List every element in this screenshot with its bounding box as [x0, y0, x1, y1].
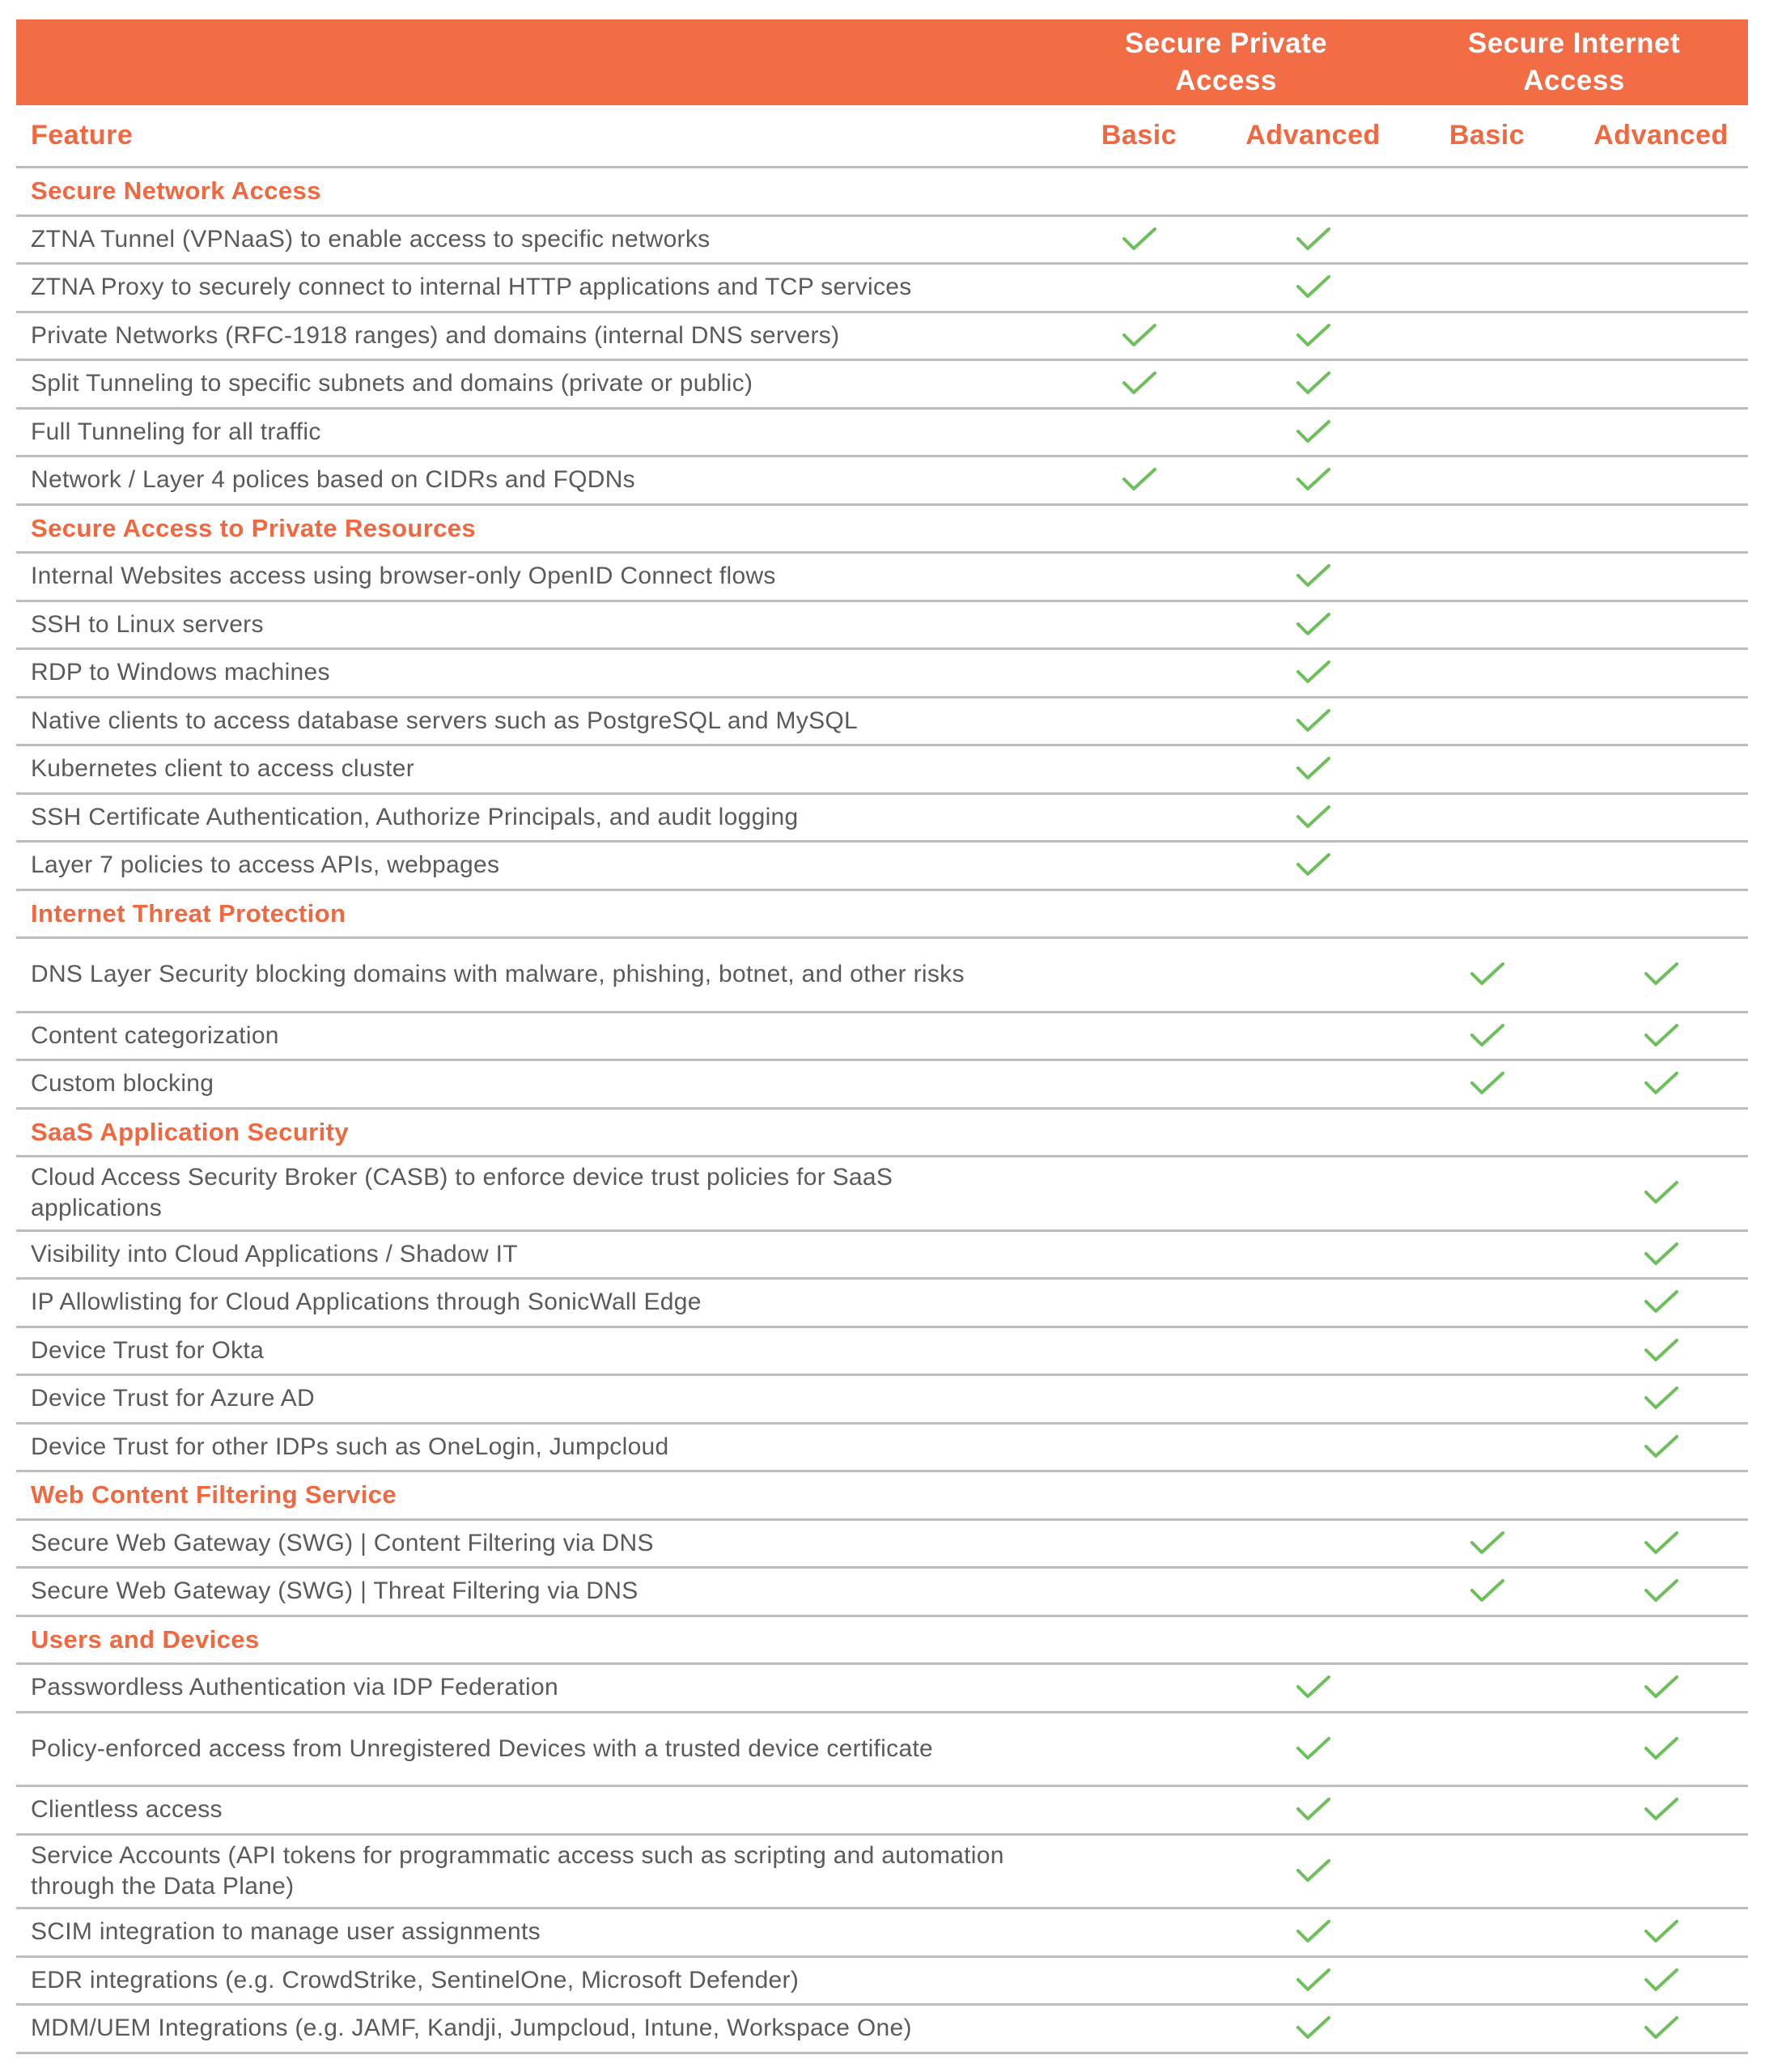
cell-spa-advanced — [1226, 1280, 1400, 1326]
feature-row — [16, 1836, 1748, 1910]
cell-sia-advanced — [1574, 2006, 1748, 2052]
section-title: Web Content Filtering Service — [31, 1480, 397, 1509]
checkmark-icon — [1470, 962, 1505, 987]
cell-spa-basic — [1052, 843, 1226, 889]
feature-row — [16, 843, 1748, 891]
cell-spa-advanced — [1226, 1958, 1400, 2004]
cell-spa-advanced — [1226, 1569, 1400, 1615]
cell-sia-advanced — [1574, 795, 1748, 841]
cell-spa-advanced — [1226, 313, 1400, 359]
checkmark-icon — [1644, 1434, 1679, 1460]
feature-row — [16, 1376, 1748, 1424]
feature-label: RDP to Windows machines — [31, 659, 330, 686]
cell-spa-advanced — [1226, 1713, 1400, 1785]
feature-label: Network / Layer 4 polices based on CIDRs and FQDNs — [31, 466, 635, 494]
checkmark-icon — [1296, 708, 1331, 734]
cell-spa-advanced — [1226, 1328, 1400, 1374]
checkmark-icon — [1644, 1289, 1679, 1315]
checkmark-icon — [1644, 1242, 1679, 1267]
cell-sia-basic — [1400, 1232, 1574, 1278]
checkmark-icon — [1644, 1736, 1679, 1762]
checkmark-icon — [1296, 756, 1331, 782]
checkmark-icon — [1644, 1578, 1679, 1604]
checkmark-icon — [1296, 419, 1331, 445]
cell-sia-basic — [1400, 1836, 1574, 1908]
feature-label: DNS Layer Security blocking domains with malware, phishing, botnet, and other risks — [31, 961, 965, 988]
cell-sia-advanced — [1574, 698, 1748, 745]
cell-spa-basic — [1052, 650, 1226, 696]
cell-sia-advanced — [1574, 217, 1748, 263]
cell-spa-basic — [1052, 1787, 1226, 1833]
cell-sia-basic — [1400, 1013, 1574, 1059]
checkmark-icon — [1296, 1797, 1331, 1823]
cell-spa-basic — [1052, 1157, 1226, 1229]
feature-label: Cloud Access Security Broker (CASB) to enforce device trust policies for SaaS applications — [31, 1164, 893, 1222]
tier-sia-advanced-header: Advanced — [1593, 120, 1729, 151]
feature-comparison-table — [16, 19, 1748, 2054]
cell-sia-advanced — [1574, 554, 1748, 600]
feature-label: IP Allowlisting for Cloud Applications through SonicWall Edge — [31, 1289, 702, 1316]
feature-row — [16, 1424, 1748, 1473]
tier-spa-advanced-header: Advanced — [1245, 120, 1381, 151]
cell-spa-advanced — [1226, 1521, 1400, 1567]
cell-spa-basic — [1052, 1569, 1226, 1615]
feature-row — [16, 1328, 1748, 1377]
feature-label: Device Trust for other IDPs such as OneLogin, Jumpcloud — [31, 1433, 669, 1460]
feature-row — [16, 698, 1748, 747]
cell-sia-advanced — [1574, 1328, 1748, 1374]
cell-sia-advanced — [1574, 1713, 1748, 1785]
checkmark-icon — [1644, 962, 1679, 987]
cell-spa-advanced — [1226, 1157, 1400, 1229]
cell-spa-advanced — [1226, 1232, 1400, 1278]
feature-label: Native clients to access database servers such as PostgreSQL and MySQL — [31, 707, 859, 734]
checkmark-icon — [1644, 1023, 1679, 1049]
cell-sia-basic — [1400, 1061, 1574, 1107]
feature-row — [16, 265, 1748, 313]
cell-spa-advanced — [1226, 2006, 1400, 2052]
checkmark-icon — [1470, 1531, 1505, 1556]
cell-spa-basic — [1052, 1232, 1226, 1278]
checkmark-icon — [1470, 1023, 1505, 1049]
cell-sia-basic — [1400, 1328, 1574, 1374]
feature-row — [16, 1713, 1748, 1788]
column-header-row — [16, 105, 1748, 168]
cell-sia-advanced — [1574, 843, 1748, 889]
feature-row — [16, 1232, 1748, 1280]
checkmark-icon — [1296, 1858, 1331, 1884]
cell-spa-basic — [1052, 1376, 1226, 1422]
cell-spa-basic — [1052, 457, 1226, 503]
cell-spa-advanced — [1226, 602, 1400, 648]
cell-spa-advanced — [1226, 457, 1400, 503]
tier-spa-basic-header: Basic — [1101, 120, 1177, 151]
feature-label: EDR integrations (e.g. CrowdStrike, SentinelOne, Microsoft Defender) — [31, 1966, 800, 1993]
checkmark-icon — [1296, 1919, 1331, 1945]
cell-sia-basic — [1400, 746, 1574, 792]
cell-spa-advanced — [1226, 1787, 1400, 1833]
checkmark-icon — [1644, 1071, 1679, 1097]
checkmark-icon — [1296, 1968, 1331, 1993]
cell-spa-advanced — [1226, 1376, 1400, 1422]
feature-label: Device Trust for Okta — [31, 1336, 265, 1364]
feature-label: Content categorization — [31, 1021, 279, 1049]
cell-sia-advanced — [1574, 1521, 1748, 1567]
cell-spa-basic — [1052, 746, 1226, 792]
checkmark-icon — [1644, 1797, 1679, 1823]
feature-row — [16, 1665, 1748, 1713]
section-title: Users and Devices — [31, 1624, 260, 1654]
feature-label: SCIM integration to manage user assignments — [31, 1918, 541, 1946]
cell-sia-basic — [1400, 795, 1574, 841]
feature-row — [16, 2006, 1748, 2054]
cell-spa-advanced — [1226, 554, 1400, 600]
cell-spa-basic — [1052, 554, 1226, 600]
cell-spa-basic — [1052, 1280, 1226, 1326]
feature-label: Full Tunneling for all traffic — [31, 418, 321, 445]
checkmark-icon — [1470, 1071, 1505, 1097]
feature-row — [16, 410, 1748, 458]
feature-row — [16, 1061, 1748, 1110]
cell-sia-advanced — [1574, 746, 1748, 792]
cell-sia-basic — [1400, 843, 1574, 889]
section-title: Secure Access to Private Resources — [31, 513, 477, 542]
cell-spa-basic — [1052, 265, 1226, 311]
cell-spa-basic — [1052, 1909, 1226, 1955]
feature-label: Passwordless Authentication via IDP Federation — [31, 1674, 558, 1701]
cell-sia-advanced — [1574, 1280, 1748, 1326]
tier-sia-basic-header: Basic — [1449, 120, 1525, 151]
cell-sia-basic — [1400, 217, 1574, 263]
cell-sia-basic — [1400, 265, 1574, 311]
checkmark-icon — [1296, 1675, 1331, 1700]
section-header-row — [16, 1472, 1748, 1521]
cell-sia-basic — [1400, 361, 1574, 407]
cell-sia-advanced — [1574, 1787, 1748, 1833]
section-header-row — [16, 506, 1748, 554]
group-secure-private-access: Secure Private Access — [1124, 28, 1328, 96]
feature-label: Layer 7 policies to access APIs, webpages — [31, 851, 500, 879]
cell-sia-advanced — [1574, 457, 1748, 503]
cell-spa-basic — [1052, 313, 1226, 359]
header-spacer — [16, 19, 1052, 105]
cell-spa-advanced — [1226, 1061, 1400, 1107]
feature-row — [16, 1958, 1748, 2006]
cell-spa-advanced — [1226, 217, 1400, 263]
cell-spa-basic — [1052, 217, 1226, 263]
cell-sia-basic — [1400, 554, 1574, 600]
cell-sia-basic — [1400, 1665, 1574, 1711]
cell-sia-advanced — [1574, 1376, 1748, 1422]
feature-label: Kubernetes client to access cluster — [31, 755, 415, 783]
feature-row — [16, 1157, 1748, 1232]
cell-sia-basic — [1400, 1909, 1574, 1955]
cell-spa-advanced — [1226, 1013, 1400, 1059]
feature-label: ZTNA Proxy to securely connect to internal HTTP applications and TCP services — [31, 274, 912, 301]
group-secure-internet-access: Secure Internet Access — [1467, 28, 1681, 96]
feature-label: Service Accounts (API tokens for programmatic access such as scripting and automation through the Data Plane) — [31, 1841, 1004, 1900]
checkmark-icon — [1644, 1180, 1679, 1206]
feature-row — [16, 602, 1748, 651]
checkmark-icon — [1644, 2015, 1679, 2041]
cell-sia-basic — [1400, 698, 1574, 745]
feature-row — [16, 746, 1748, 795]
cell-spa-advanced — [1226, 410, 1400, 456]
feature-row — [16, 554, 1748, 602]
cell-sia-advanced — [1574, 1424, 1748, 1471]
feature-label: Custom blocking — [31, 1070, 214, 1098]
feature-label: Secure Web Gateway (SWG) | Threat Filtering via DNS — [31, 1577, 639, 1605]
cell-sia-advanced — [1574, 602, 1748, 648]
section-header-row — [16, 1617, 1748, 1666]
checkmark-icon — [1296, 805, 1331, 830]
cell-sia-basic — [1400, 313, 1574, 359]
cell-spa-advanced — [1226, 1665, 1400, 1711]
table-body — [16, 168, 1748, 2054]
cell-sia-advanced — [1574, 1061, 1748, 1107]
cell-spa-basic — [1052, 698, 1226, 745]
cell-spa-basic — [1052, 1713, 1226, 1785]
checkmark-icon — [1296, 852, 1331, 878]
cell-sia-advanced — [1574, 1958, 1748, 2004]
checkmark-icon — [1644, 1919, 1679, 1945]
checkmark-icon — [1296, 323, 1331, 349]
feature-label: ZTNA Tunnel (VPNaaS) to enable access to specific networks — [31, 225, 711, 253]
cell-sia-basic — [1400, 1424, 1574, 1471]
checkmark-icon — [1644, 1675, 1679, 1700]
cell-sia-advanced — [1574, 265, 1748, 311]
feature-label: Secure Web Gateway (SWG) | Content Filtering via DNS — [31, 1529, 654, 1556]
cell-spa-basic — [1052, 1836, 1226, 1908]
cell-sia-basic — [1400, 1280, 1574, 1326]
cell-spa-advanced — [1226, 650, 1400, 696]
cell-sia-advanced — [1574, 1665, 1748, 1711]
checkmark-icon — [1296, 660, 1331, 686]
cell-spa-basic — [1052, 795, 1226, 841]
feature-label: Internal Websites access using browser-only OpenID Connect flows — [31, 563, 776, 590]
feature-row — [16, 1909, 1748, 1958]
checkmark-icon — [1296, 467, 1331, 493]
cell-sia-basic — [1400, 1958, 1574, 2004]
feature-label: SSH to Linux servers — [31, 610, 264, 638]
cell-sia-advanced — [1574, 939, 1748, 1011]
checkmark-icon — [1644, 1386, 1679, 1412]
checkmark-icon — [1644, 1531, 1679, 1556]
cell-sia-basic — [1400, 2006, 1574, 2052]
cell-sia-basic — [1400, 1713, 1574, 1785]
checkmark-icon — [1644, 1338, 1679, 1364]
feature-row — [16, 650, 1748, 698]
cell-sia-basic — [1400, 457, 1574, 503]
feature-label: Device Trust for Azure AD — [31, 1385, 315, 1412]
feature-row — [16, 795, 1748, 843]
checkmark-icon — [1296, 563, 1331, 589]
cell-spa-advanced — [1226, 795, 1400, 841]
checkmark-icon — [1296, 371, 1331, 397]
feature-label: Clientless access — [31, 1796, 223, 1824]
checkmark-icon — [1644, 1968, 1679, 1993]
cell-spa-basic — [1052, 2006, 1226, 2052]
section-title: SaaS Application Security — [31, 1117, 350, 1146]
cell-spa-advanced — [1226, 746, 1400, 792]
product-header-band — [16, 19, 1748, 105]
cell-sia-advanced — [1574, 1909, 1748, 1955]
feature-row — [16, 1521, 1748, 1569]
cell-spa-advanced — [1226, 265, 1400, 311]
section-header-row — [16, 1110, 1748, 1158]
cell-spa-basic — [1052, 1958, 1226, 2004]
checkmark-icon — [1296, 2015, 1331, 2041]
cell-sia-advanced — [1574, 1013, 1748, 1059]
cell-sia-basic — [1400, 1376, 1574, 1422]
cell-sia-advanced — [1574, 410, 1748, 456]
cell-spa-basic — [1052, 602, 1226, 648]
feature-row — [16, 1280, 1748, 1328]
feature-row — [16, 217, 1748, 265]
cell-spa-advanced — [1226, 1424, 1400, 1471]
section-title: Secure Network Access — [31, 176, 321, 206]
cell-sia-basic — [1400, 1787, 1574, 1833]
cell-sia-advanced — [1574, 650, 1748, 696]
cell-spa-advanced — [1226, 361, 1400, 407]
checkmark-icon — [1470, 1578, 1505, 1604]
cell-sia-advanced — [1574, 1157, 1748, 1229]
section-header-row — [16, 891, 1748, 940]
checkmark-icon — [1122, 323, 1157, 349]
feature-row — [16, 1787, 1748, 1836]
cell-sia-basic — [1400, 602, 1574, 648]
feature-label: SSH Certificate Authentication, Authorize Principals, and audit logging — [31, 803, 799, 830]
feature-label: Policy-enforced access from Unregistered Devices with a trusted device certificate — [31, 1734, 934, 1762]
checkmark-icon — [1122, 227, 1157, 253]
feature-row — [16, 1013, 1748, 1062]
cell-spa-basic — [1052, 410, 1226, 456]
cell-spa-advanced — [1226, 843, 1400, 889]
cell-sia-advanced — [1574, 1836, 1748, 1908]
cell-spa-basic — [1052, 1521, 1226, 1567]
cell-sia-basic — [1400, 650, 1574, 696]
checkmark-icon — [1296, 612, 1331, 638]
cell-spa-advanced — [1226, 1909, 1400, 1955]
feature-row — [16, 1569, 1748, 1617]
cell-sia-advanced — [1574, 1569, 1748, 1615]
cell-sia-advanced — [1574, 361, 1748, 407]
cell-spa-advanced — [1226, 1836, 1400, 1908]
cell-sia-advanced — [1574, 1232, 1748, 1278]
cell-spa-basic — [1052, 1328, 1226, 1374]
cell-spa-basic — [1052, 1665, 1226, 1711]
section-title: Internet Threat Protection — [31, 898, 346, 928]
cell-spa-basic — [1052, 361, 1226, 407]
checkmark-icon — [1122, 467, 1157, 493]
cell-spa-basic — [1052, 939, 1226, 1011]
checkmark-icon — [1296, 1736, 1331, 1762]
feature-row — [16, 361, 1748, 410]
checkmark-icon — [1296, 227, 1331, 253]
feature-row — [16, 313, 1748, 362]
section-header-row — [16, 168, 1748, 217]
cell-spa-basic — [1052, 1061, 1226, 1107]
cell-sia-basic — [1400, 1157, 1574, 1229]
feature-label: Private Networks (RFC-1918 ranges) and domains (internal DNS servers) — [31, 321, 840, 349]
cell-sia-basic — [1400, 1521, 1574, 1567]
feature-column-header: Feature — [31, 120, 134, 151]
checkmark-icon — [1122, 371, 1157, 397]
feature-label: MDM/UEM Integrations (e.g. JAMF, Kandji, Jumpcloud, Intune, Workspace One) — [31, 2015, 912, 2042]
feature-label: Visibility into Cloud Applications / Shadow IT — [31, 1240, 518, 1267]
cell-sia-basic — [1400, 410, 1574, 456]
cell-spa-advanced — [1226, 939, 1400, 1011]
cell-sia-basic — [1400, 1569, 1574, 1615]
cell-spa-basic — [1052, 1013, 1226, 1059]
checkmark-icon — [1296, 274, 1331, 300]
feature-label: Split Tunneling to specific subnets and domains (private or public) — [31, 370, 753, 397]
feature-row — [16, 457, 1748, 506]
cell-spa-advanced — [1226, 698, 1400, 745]
cell-sia-basic — [1400, 939, 1574, 1011]
cell-sia-advanced — [1574, 313, 1748, 359]
feature-row — [16, 939, 1748, 1013]
cell-spa-basic — [1052, 1424, 1226, 1471]
